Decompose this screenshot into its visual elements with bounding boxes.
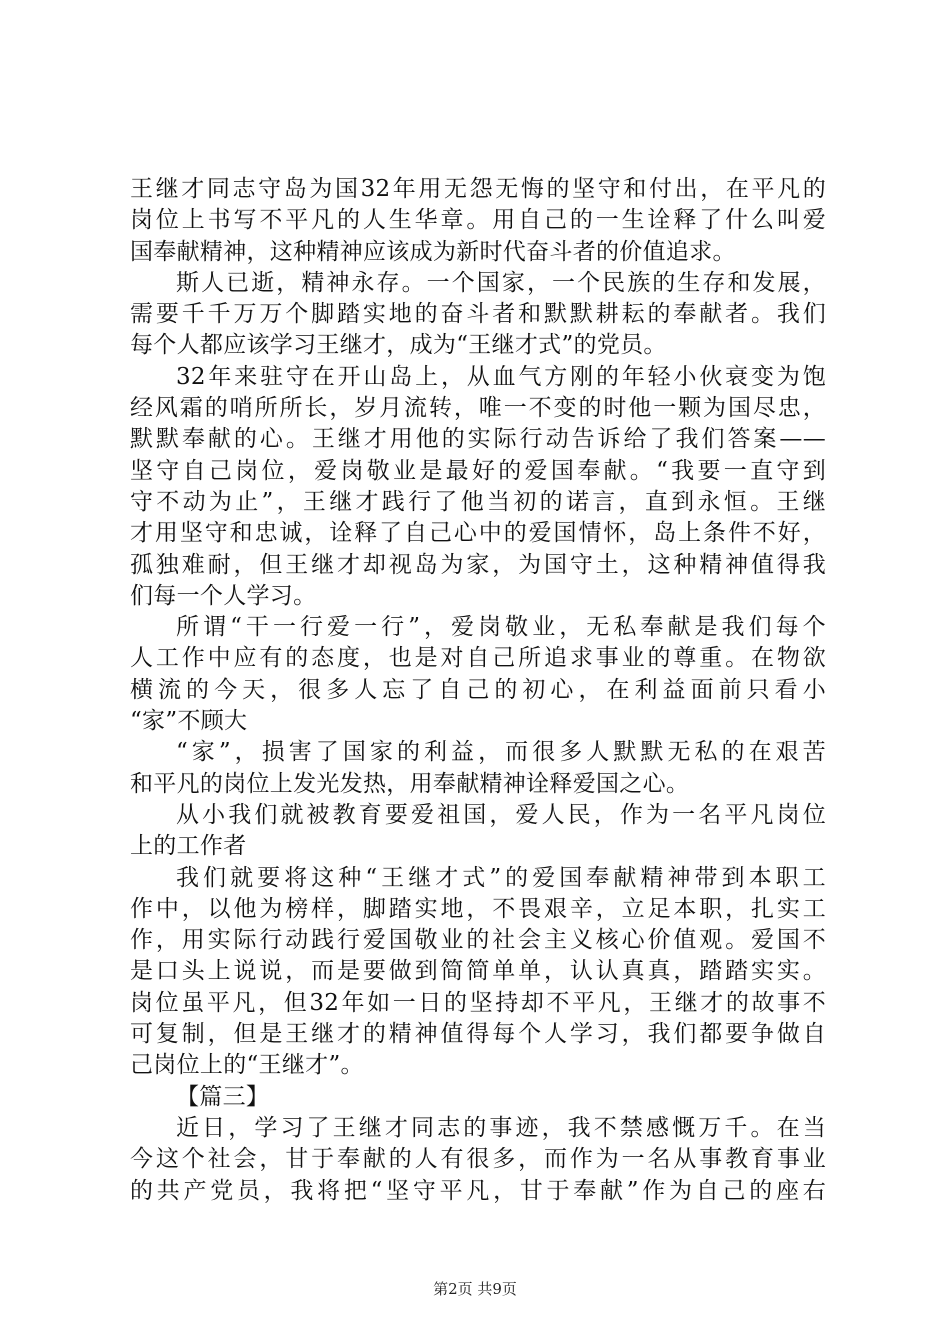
text-line: 和平凡的岗位上发光发热，用奉献精神诠释爱国之心。 — [130, 770, 690, 797]
text-line: 坚守自己岗位，爱岗敬业是最好的爱国奉献。“我要一直守到 — [130, 457, 826, 484]
text-line: 上的工作者 — [130, 833, 247, 860]
text-line: 己岗位上的“王继才”。 — [130, 1052, 364, 1079]
text-line: 横流的今天，很多人忘了自己的初心，在利益面前只看小 — [130, 676, 826, 703]
text-line: 们每一个人学习。 — [130, 582, 317, 609]
text-line: “家”不顾大 — [130, 708, 248, 735]
text-line: 作中，以他为榜样，脚踏实地，不畏艰辛，立足本职，扎实工 — [130, 895, 826, 922]
text-line: 从小我们就被教育要爱祖国，爱人民，作为一名平凡岗位 — [176, 801, 826, 828]
text-line: 孤独难耐，但王继才却视岛为家，为国守土，这种精神值得我 — [130, 551, 826, 578]
text-line: 守不动为止”，王继才践行了他当初的诺言，直到永恒。王继 — [130, 488, 826, 515]
text-line: 今这个社会，甘于奉献的人有很多，而作为一名从事教育事业 — [130, 1146, 826, 1173]
text-line: 需要千千万万个脚踏实地的奋斗者和默默耕耘的奉献者。我们 — [130, 301, 826, 328]
text-line: 斯人已逝，精神永存。一个国家，一个民族的生存和发展， — [176, 269, 826, 296]
text-line: 是口头上说说，而是要做到简简单单，认认真真，踏踏实实。 — [130, 958, 826, 985]
text-line: 【篇三】 — [176, 1083, 270, 1110]
text-line: 每个人都应该学习王继才，成为“王继才式”的党员。 — [130, 332, 667, 359]
text-line: 32年来驻守在开山岛上，从血气方刚的年轻小伙衰变为饱 — [176, 363, 826, 390]
text-line: 王继才同志守岛为国32年用无怨无悔的坚守和付出，在平凡的 — [130, 176, 826, 202]
text-line: 所谓“干一行爱一行”，爱岗敬业，无私奉献是我们每个 — [176, 614, 826, 641]
text-line: 经风霜的哨所所长，岁月流转，唯一不变的时他一颗为国尽忠， — [130, 395, 826, 422]
document-body — [130, 174, 826, 1207]
text-line: 我们就要将这种“王继才式”的爱国奉献精神带到本职工 — [176, 864, 826, 891]
text-line: 作，用实际行动践行爱国敬业的社会主义核心价值观。爱国不 — [130, 927, 826, 954]
text-line: 可复制，但是王继才的精神值得每个人学习，我们都要争做自 — [130, 1021, 826, 1048]
text-line: 近日，学习了王继才同志的事迹，我不禁感慨万千。在当 — [176, 1114, 826, 1141]
text-line: “家”，损害了国家的利益，而很多人默默无私的在艰苦 — [176, 739, 826, 766]
text-line: 的共产党员，我将把“坚守平凡，甘于奉献”作为自己的座右 — [130, 1177, 826, 1204]
text-line: 人工作中应有的态度，也是对自己所追求事业的尊重。在物欲 — [130, 645, 826, 672]
text-line: 才用坚守和忠诚，诠释了自己心中的爱国情怀，岛上条件不好， — [130, 520, 826, 547]
text-line: 岗位上书写不平凡的人生华章。用自己的一生诠释了什么叫爱 — [130, 207, 826, 234]
text-line: 国奉献精神，这种精神应该成为新时代奋斗者的价值追求。 — [130, 238, 736, 265]
page-footer: 第2页 共9页 — [433, 1280, 517, 1298]
text-line: 岗位虽平凡，但32年如一日的坚持却不平凡，王继才的故事不 — [130, 989, 826, 1016]
text-line: 默默奉献的心。王继才用他的实际行动告诉给了我们答案—— — [130, 426, 826, 453]
